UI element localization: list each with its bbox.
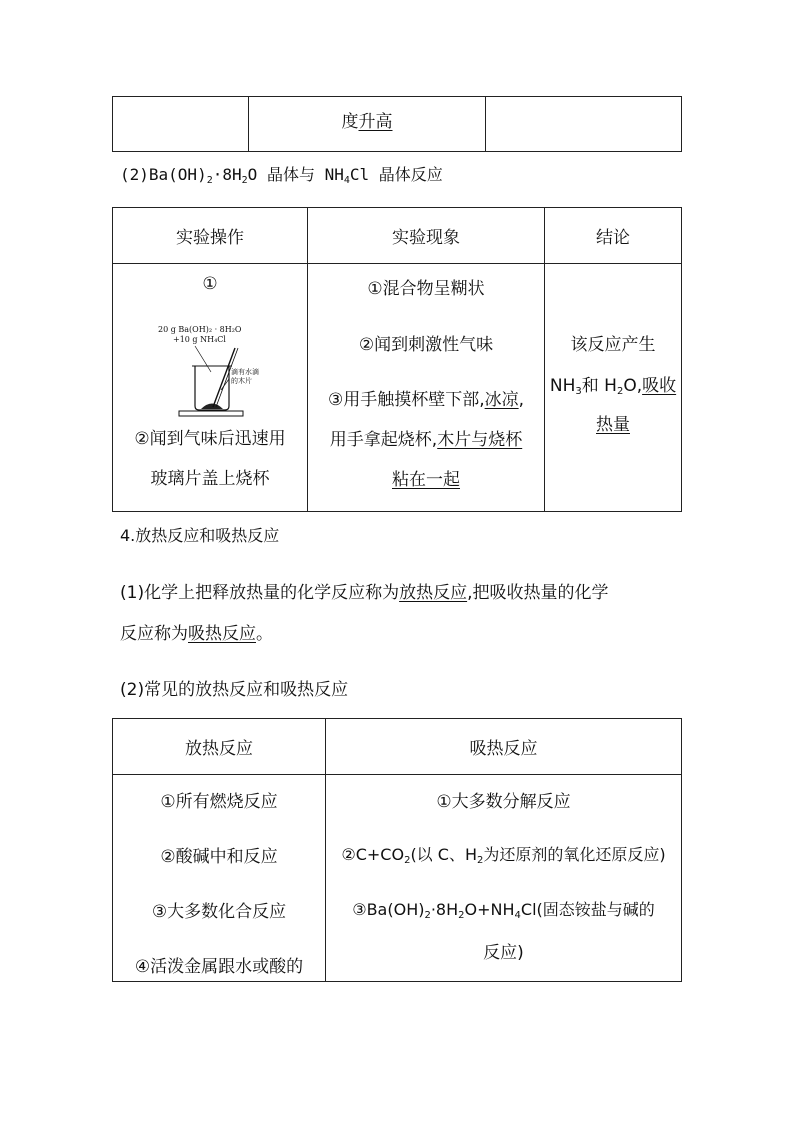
header-phenomenon: 实验现象 xyxy=(308,208,545,264)
header-operation: 实验操作 xyxy=(113,208,308,264)
phenomenon-3c: 粘在一起 xyxy=(392,470,460,490)
header-exothermic: 放热反应 xyxy=(113,719,326,775)
op-step-2-line2: 玻璃片盖上烧杯 xyxy=(150,469,270,489)
endo-item-2: $②C+CO_2$(以 C、$H_2$为还原剂的氧化还原反应) xyxy=(341,845,666,866)
phenomenon-cell xyxy=(308,264,545,512)
mixture xyxy=(201,404,223,410)
table-continuation xyxy=(112,96,682,152)
cell-text-underlined: 升高 xyxy=(358,112,393,132)
phenomenon-1: ①混合物呈糊状 xyxy=(367,279,485,299)
paragraph-1-line1: (1)化学上把释放热量的化学反应称为放热反应,把吸收热量的化学 xyxy=(120,583,609,603)
table-cell xyxy=(249,97,486,152)
heading-2: $(2)Ba(OH)_2\cdot 8H_2O$ 晶体与 $NH_4Cl$ 晶体反应 xyxy=(120,165,443,186)
exothermic-cell xyxy=(113,775,326,982)
endo-item-1: ①大多数分解反应 xyxy=(436,792,571,812)
apparatus-figure xyxy=(113,314,308,424)
endo-item-3: $③Ba(OH)_2\cdot 8H_2O+NH_4Cl$(固态铵盐与碱的 xyxy=(352,900,655,921)
op-number: ① xyxy=(202,274,218,294)
phenomenon-3a: ③用手触摸杯壁下部,冰凉, xyxy=(327,390,525,410)
experiment-table xyxy=(112,207,682,512)
wood-board xyxy=(179,411,243,416)
exo-item-2: ②酸碱中和反应 xyxy=(160,847,278,867)
header-conclusion: 结论 xyxy=(545,208,682,264)
exo-item-3: ③大多数化合反应 xyxy=(151,902,287,922)
exo-item-4: ④活泼金属跟水或酸的 xyxy=(134,957,304,977)
paragraph-1-line2: 反应称为吸热反应。 xyxy=(120,624,273,644)
op-step-2-line1: ②闻到气味后迅速用 xyxy=(134,429,286,449)
fig-note-1: 滴有水滴 xyxy=(231,368,259,376)
phenomenon-2: ②闻到刺激性气味 xyxy=(358,335,494,355)
cell-text: 度 xyxy=(341,112,359,132)
conclusion-cell xyxy=(545,264,682,512)
section-4-title: 4.放热反应和吸热反应 xyxy=(120,526,280,545)
header-endothermic: 吸热反应 xyxy=(326,719,682,775)
pointer-line xyxy=(195,346,211,372)
reaction-types-table xyxy=(112,718,682,982)
endo-item-3-cont: 反应) xyxy=(483,943,524,963)
conclusion-3: 热量 xyxy=(596,415,630,435)
beaker xyxy=(195,366,229,410)
operation-cell xyxy=(113,264,308,512)
phenomenon-3b: 用手拿起烧杯,木片与烧杯 xyxy=(329,430,523,450)
fig-label-1: 20 g Ba(OH)₂ · 8H₂O xyxy=(158,325,242,334)
conclusion-2: $NH_3$和 $H_2O$,吸收 xyxy=(549,376,677,397)
fig-label-2: +10 g NH₄Cl xyxy=(173,335,226,344)
table-cell xyxy=(113,97,249,152)
endothermic-cell xyxy=(326,775,682,982)
conclusion-1: 该反应产生 xyxy=(570,335,656,355)
fig-note-2: 的木片 xyxy=(231,377,252,385)
table-cell xyxy=(486,97,682,152)
exo-item-1: ①所有燃烧反应 xyxy=(160,792,278,812)
paragraph-2: (2)常见的放热反应和吸热反应 xyxy=(120,680,349,700)
